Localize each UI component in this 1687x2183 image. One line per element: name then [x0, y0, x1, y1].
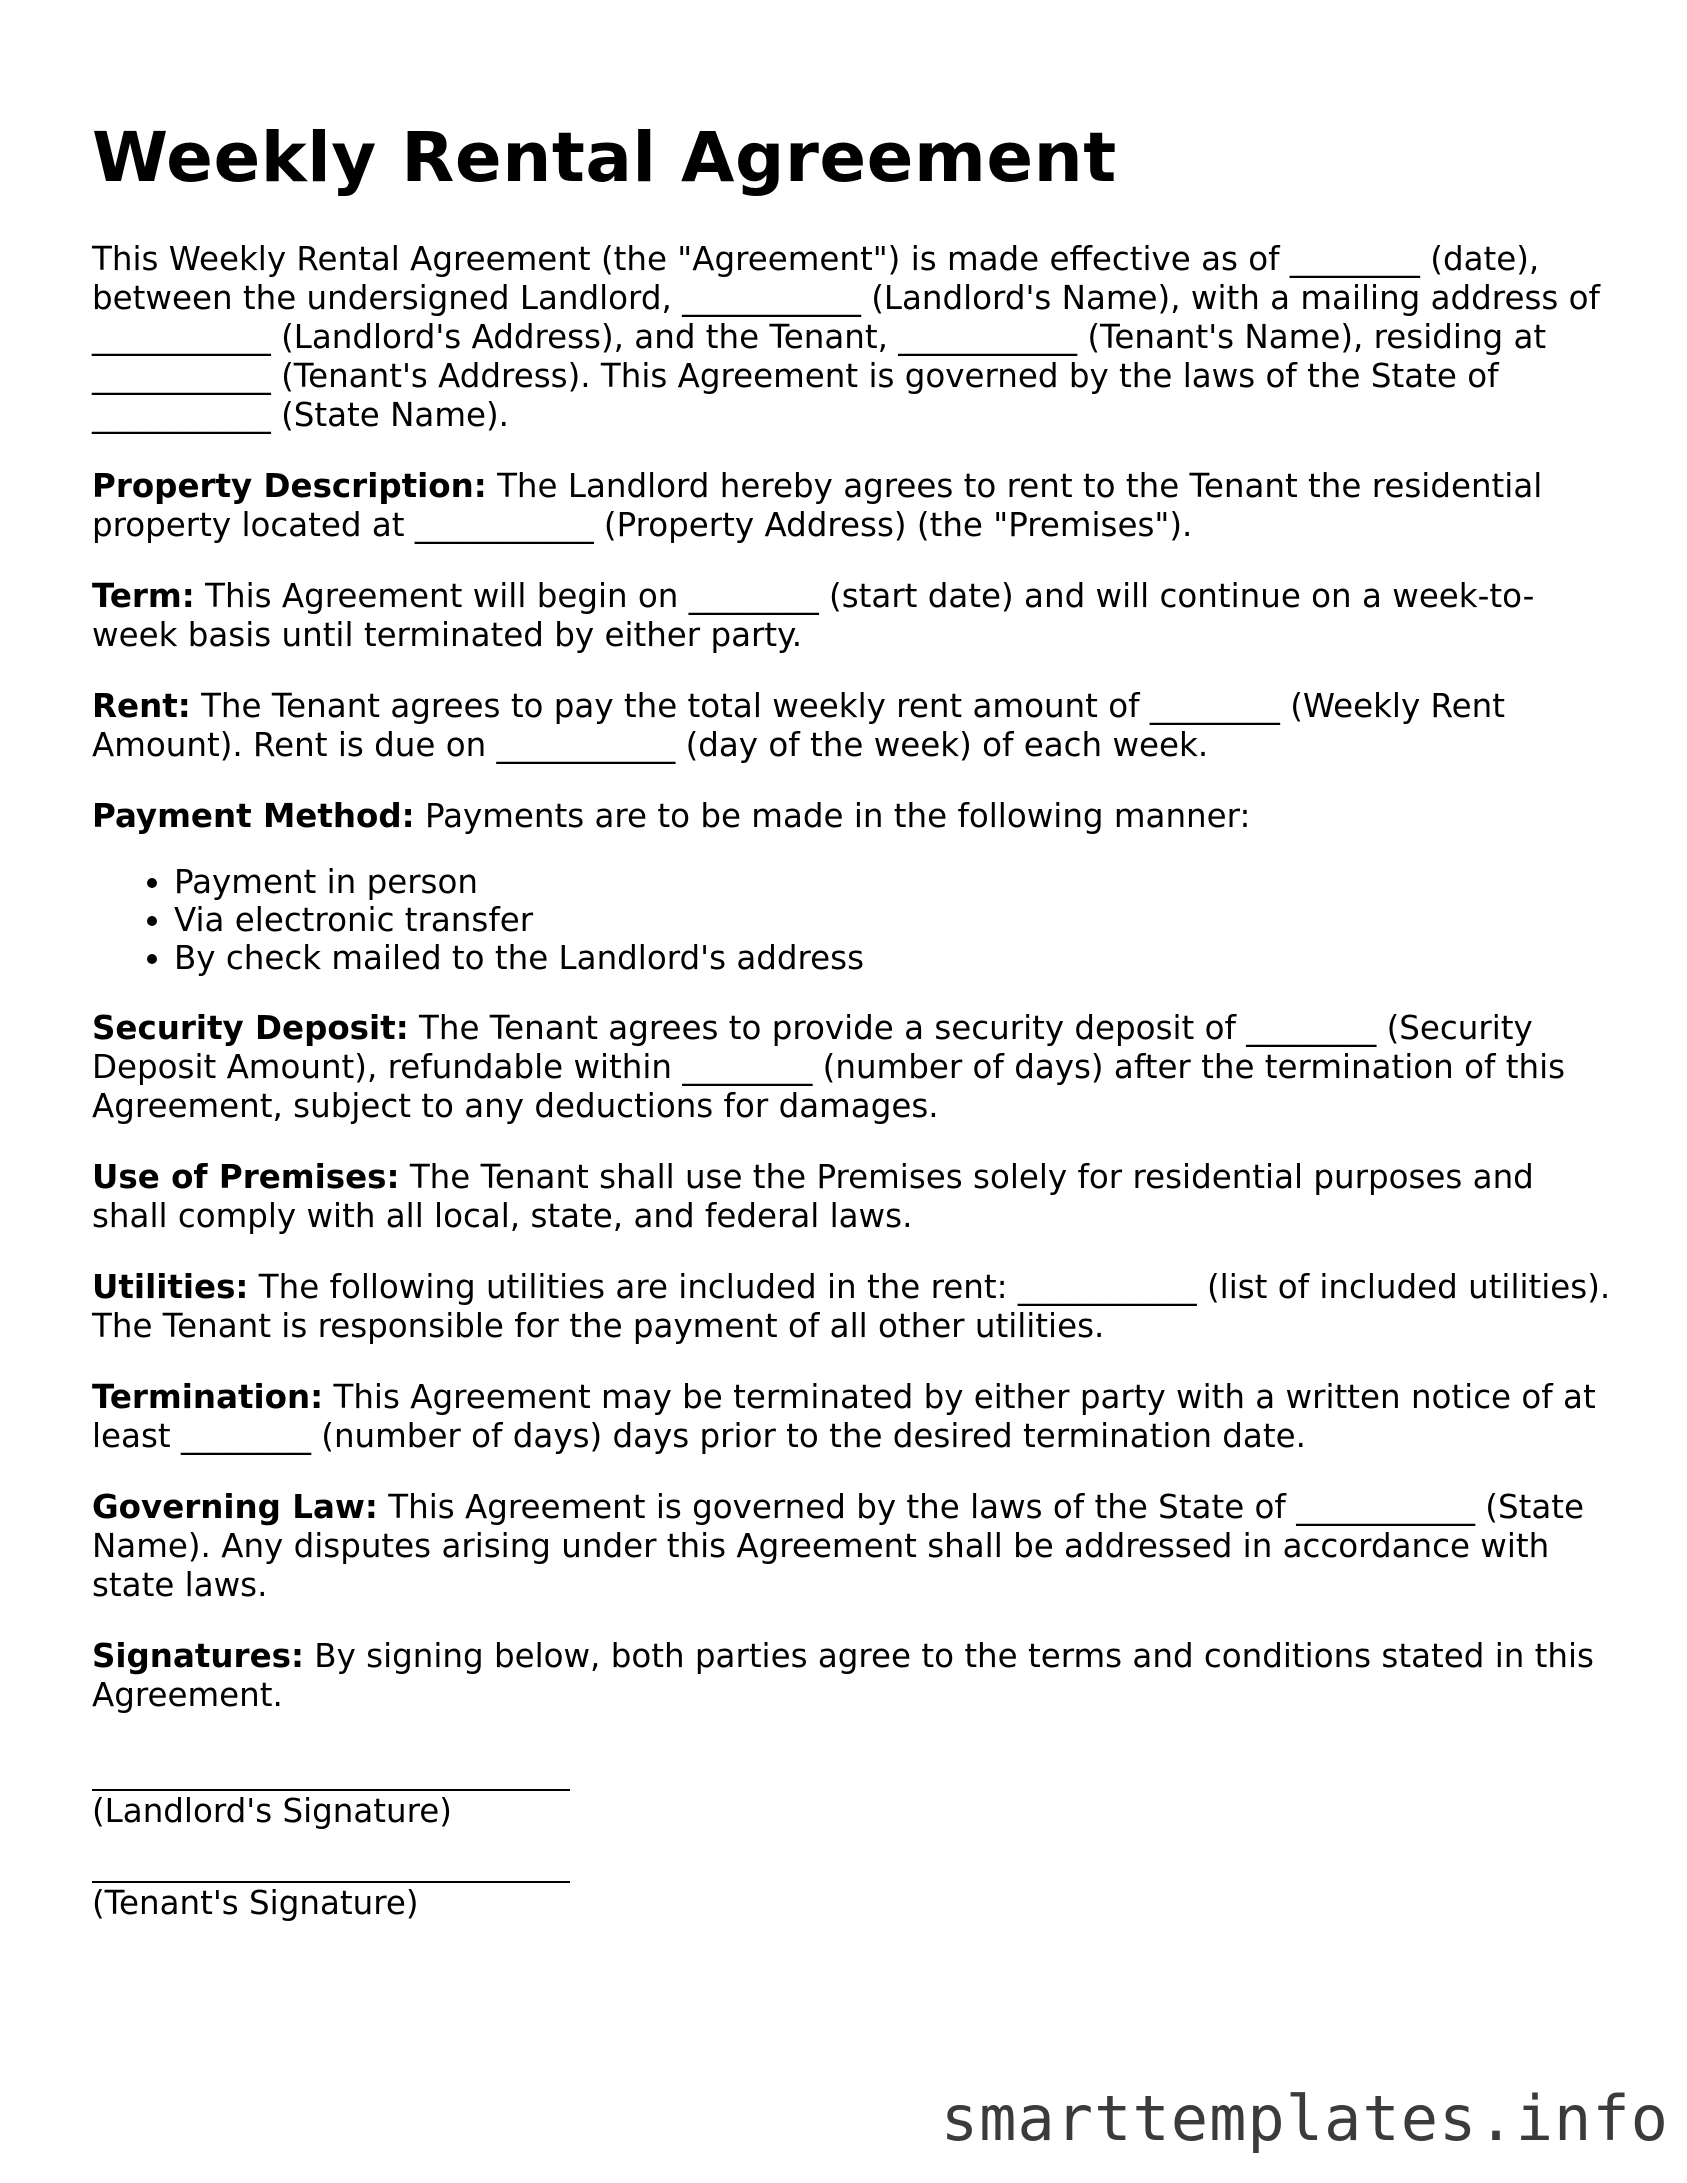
section-text: This Agreement may be terminated by either party with a written notice of at least ________ (number of days) days prior to the desired termination date. [92, 1378, 1596, 1455]
tenant-signature-line [92, 1853, 570, 1883]
section-utilities [92, 1268, 1612, 1346]
section-text: The following utilities are included in the rent: ___________ (list of included utilities). The Tenant is responsible for the payment of all other utilities. [92, 1268, 1611, 1345]
section-heading: Governing Law: [92, 1488, 378, 1526]
payment-method-list [92, 863, 1612, 977]
section-text: The Tenant agrees to provide a security deposit of ________ (Security Deposit Amount), refundable within ________ (number of days) after the termination of this Agreement, subject to any deductions for damages. [92, 1009, 1566, 1125]
landlord-signature-line [92, 1761, 570, 1791]
section-term [92, 577, 1612, 655]
list-item: • Via electronic transfer [174, 901, 1612, 939]
document-page [92, 118, 1612, 1945]
intro-paragraph: This Weekly Rental Agreement (the "Agreement") is made effective as of ________ (date), between the undersigned Landlord, ___________ (Landlord's Name), with a mailing address of ___________ (Landlord's Address), and the Tenant, ___________ (Tenant's Name), residing at ___________ (Tenant's Address). This Agreement is governed by the laws of the State of ___________ (State Name). [92, 240, 1600, 434]
section-text: Payments are to be made in the following manner: [414, 797, 1251, 835]
tenant-signature-label: (Tenant's Signature) [92, 1884, 419, 1922]
section-property-description [92, 467, 1612, 545]
section-signatures [92, 1637, 1612, 1715]
section-text: The Tenant shall use the Premises solely for residential purposes and shall comply with all local, state, and federal laws. [92, 1158, 1534, 1235]
section-heading: Use of Premises: [92, 1158, 400, 1196]
section-text: The Landlord hereby agrees to rent to the Tenant the residential property located at ___________ (Property Address) (the "Premises"). [92, 467, 1543, 544]
section-payment-method [92, 797, 1612, 836]
section-heading: Termination: [92, 1378, 324, 1416]
signature-block [92, 1761, 1612, 1923]
section-heading: Term: [92, 577, 195, 615]
section-use-of-premises [92, 1158, 1612, 1236]
section-heading: Property Description: [92, 467, 487, 505]
section-heading: Utilities: [92, 1268, 249, 1306]
list-item: • Payment in person [174, 863, 1612, 901]
section-heading: Signatures: [92, 1637, 304, 1675]
section-text: This Agreement is governed by the laws of the State of ___________ (State Name). Any disputes arising under this Agreement shall be addressed in accordance with state laws. [92, 1488, 1584, 1604]
section-security-deposit [92, 1009, 1612, 1126]
section-text: The Tenant agrees to pay the total weekly rent amount of ________ (Weekly Rent Amount). Rent is due on ___________ (day of the week) of each week. [92, 687, 1505, 764]
watermark: smarttemplates.info [940, 2082, 1669, 2155]
document-title: Weekly Rental Agreement [92, 118, 1117, 198]
section-rent [92, 687, 1612, 765]
section-heading: Security Deposit: [92, 1009, 409, 1047]
section-governing-law [92, 1488, 1612, 1605]
landlord-signature-label: (Landlord's Signature) [92, 1792, 452, 1830]
list-item: • By check mailed to the Landlord's address [174, 939, 1612, 977]
section-heading: Payment Method: [92, 797, 415, 835]
section-text: This Agreement will begin on ________ (start date) and will continue on a week-to-week basis until terminated by either party. [92, 577, 1535, 654]
section-heading: Rent: [92, 687, 191, 725]
section-termination [92, 1378, 1612, 1456]
section-text: By signing below, both parties agree to the terms and conditions stated in this Agreement. [92, 1637, 1594, 1714]
